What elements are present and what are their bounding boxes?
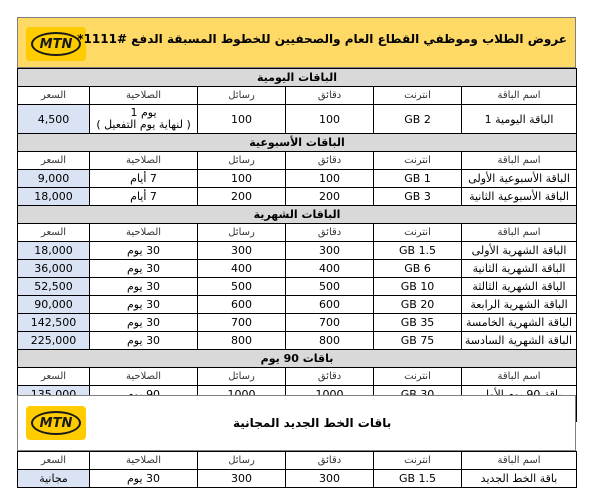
bundle-sms: 400: [198, 260, 286, 278]
mtn-logo-text: MTN: [31, 32, 81, 56]
table-row: [18, 296, 577, 314]
bundle-price: 4,500: [18, 105, 90, 134]
table-row: [18, 170, 577, 188]
bundle-minutes: 600: [286, 296, 374, 314]
bundle-validity: 30 يوم: [90, 296, 198, 314]
bundle-minutes: 300: [286, 242, 374, 260]
col-internet: انترنت: [374, 152, 462, 170]
bundle-validity: 30 يوم: [90, 278, 198, 296]
col-name: اسم الباقة: [462, 87, 577, 105]
bundle-name: الباقة الشهرية الرابعة: [462, 296, 577, 314]
bundle-internet: 35 GB: [374, 314, 462, 332]
bundle-minutes: 100: [286, 170, 374, 188]
bundle-sms: 500: [198, 278, 286, 296]
section-90-days: [18, 350, 577, 368]
col-name: اسم الباقة: [462, 152, 577, 170]
bundles-table: [17, 68, 577, 422]
section-90-days-title: باقات 90 يوم: [18, 350, 577, 368]
mtn-logo: [26, 406, 86, 440]
bundle-validity: 30 يوم: [90, 332, 198, 350]
col-validity: الصلاحية: [90, 224, 198, 242]
bundle-internet: 6 GB: [374, 260, 462, 278]
bundle-validity: 30 يوم: [90, 314, 198, 332]
col-name: اسم الباقة: [462, 368, 577, 386]
bundle-price: 52,500: [18, 278, 90, 296]
col-name: اسم الباقة: [462, 452, 577, 470]
table-row: [18, 314, 577, 332]
bundle-minutes: 500: [286, 278, 374, 296]
column-header-row: [18, 452, 577, 470]
bundle-validity: 30 يوم: [90, 470, 198, 488]
col-price: السعر: [18, 452, 90, 470]
col-validity: الصلاحية: [90, 368, 198, 386]
bundle-price: 90,000: [18, 296, 90, 314]
bundle-name: الباقة الشهرية الخامسة: [462, 314, 577, 332]
bundle-price: 18,000: [18, 242, 90, 260]
bundle-sms: 100: [198, 170, 286, 188]
new-line-table-wrap: [17, 451, 576, 488]
bundle-sms: 100: [198, 105, 286, 134]
bundle-validity: 30 يوم: [90, 242, 198, 260]
page-title: عروض الطلاب وموظفي القطاع العام والصحفيين للخطوط المسبقة الدفع #1111*: [77, 32, 567, 46]
bundle-sms: 200: [198, 188, 286, 206]
new-line-table: [17, 451, 577, 488]
col-price: السعر: [18, 152, 90, 170]
col-internet: انترنت: [374, 368, 462, 386]
bundle-price: مجانية: [18, 470, 90, 488]
section-daily-title: الباقات اليومية: [18, 69, 577, 87]
col-sms: رسائل: [198, 152, 286, 170]
col-internet: انترنت: [374, 224, 462, 242]
bundle-internet: 20 GB: [374, 296, 462, 314]
bundle-price: 142,500: [18, 314, 90, 332]
bundle-sms: 300: [198, 242, 286, 260]
col-internet: انترنت: [374, 87, 462, 105]
column-header-row: [18, 224, 577, 242]
bundle-sms: 800: [198, 332, 286, 350]
col-price: السعر: [18, 224, 90, 242]
section-weekly-title: الباقات الأسبوعية: [18, 134, 577, 152]
bundle-minutes: 200: [286, 188, 374, 206]
bundle-internet: 10 GB: [374, 278, 462, 296]
bundle-name: الباقة اليومية 1: [462, 105, 577, 134]
bundle-internet: 3 GB: [374, 188, 462, 206]
bundle-validity: 30 يوم: [90, 260, 198, 278]
new-line-header: [17, 395, 576, 451]
bundle-sms: 700: [198, 314, 286, 332]
table-row: [18, 332, 577, 350]
column-header-row: [18, 368, 577, 386]
col-sms: رسائل: [198, 452, 286, 470]
new-line-title: باقات الخط الجديد المجانية: [233, 416, 392, 430]
col-price: السعر: [18, 368, 90, 386]
col-validity: الصلاحية: [90, 152, 198, 170]
bundle-minutes: 300: [286, 470, 374, 488]
table-row: [18, 260, 577, 278]
column-header-row: [18, 152, 577, 170]
bundle-price: 18,000: [18, 188, 90, 206]
bundle-name: الباقة الشهرية السادسة: [462, 332, 577, 350]
bundle-price: 9,000: [18, 170, 90, 188]
col-sms: رسائل: [198, 224, 286, 242]
column-header-row: [18, 87, 577, 105]
section-monthly-title: الباقات الشهرية: [18, 206, 577, 224]
col-minutes: دقائق: [286, 224, 374, 242]
bundle-name: الباقة الشهرية الثانية: [462, 260, 577, 278]
table-row: [18, 105, 577, 134]
col-internet: انترنت: [374, 452, 462, 470]
col-sms: رسائل: [198, 87, 286, 105]
table-row: [18, 242, 577, 260]
col-minutes: دقائق: [286, 152, 374, 170]
bundle-internet: 1.5 GB: [374, 242, 462, 260]
col-sms: رسائل: [198, 368, 286, 386]
bundle-internet: 2 GB: [374, 105, 462, 134]
col-name: اسم الباقة: [462, 224, 577, 242]
bundle-price: 36,000: [18, 260, 90, 278]
bundle-internet: 75 GB: [374, 332, 462, 350]
col-minutes: دقائق: [286, 368, 374, 386]
section-daily: [18, 69, 577, 87]
offers-header: [17, 17, 576, 68]
col-validity: الصلاحية: [90, 87, 198, 105]
bundle-minutes: 700: [286, 314, 374, 332]
table-row: [18, 470, 577, 488]
bundle-validity: 7 أيام: [90, 170, 198, 188]
bundle-minutes: 100: [286, 105, 374, 134]
bundle-internet: 1.5 GB: [374, 470, 462, 488]
section-monthly: [18, 206, 577, 224]
bundle-validity: [90, 105, 198, 134]
table-row: [18, 278, 577, 296]
bundle-sms: 300: [198, 470, 286, 488]
bundle-validity: 7 أيام: [90, 188, 198, 206]
bundle-price: 225,000: [18, 332, 90, 350]
bundle-name: الباقة الأسبوعية الثانية: [462, 188, 577, 206]
section-weekly: [18, 134, 577, 152]
col-minutes: دقائق: [286, 452, 374, 470]
bundle-internet: 1 GB: [374, 170, 462, 188]
table-row: [18, 188, 577, 206]
bundle-name: الباقة الشهرية الثالثة: [462, 278, 577, 296]
bundle-minutes: 400: [286, 260, 374, 278]
bundle-name: الباقة الشهرية الأولى: [462, 242, 577, 260]
bundle-minutes: 800: [286, 332, 374, 350]
bundle-name: الباقة الأسبوعية الأولى: [462, 170, 577, 188]
mtn-logo-text: MTN: [31, 411, 81, 435]
bundle-name: باقة الخط الجديد: [462, 470, 577, 488]
col-validity: الصلاحية: [90, 452, 198, 470]
bundle-sms: 600: [198, 296, 286, 314]
bundle-validity-note: ( لنهاية يوم التفعيل ): [96, 118, 191, 131]
bundle-validity-value: يوم 1: [130, 106, 157, 119]
bundles-table-wrap: [17, 68, 576, 422]
col-minutes: دقائق: [286, 87, 374, 105]
col-price: السعر: [18, 87, 90, 105]
